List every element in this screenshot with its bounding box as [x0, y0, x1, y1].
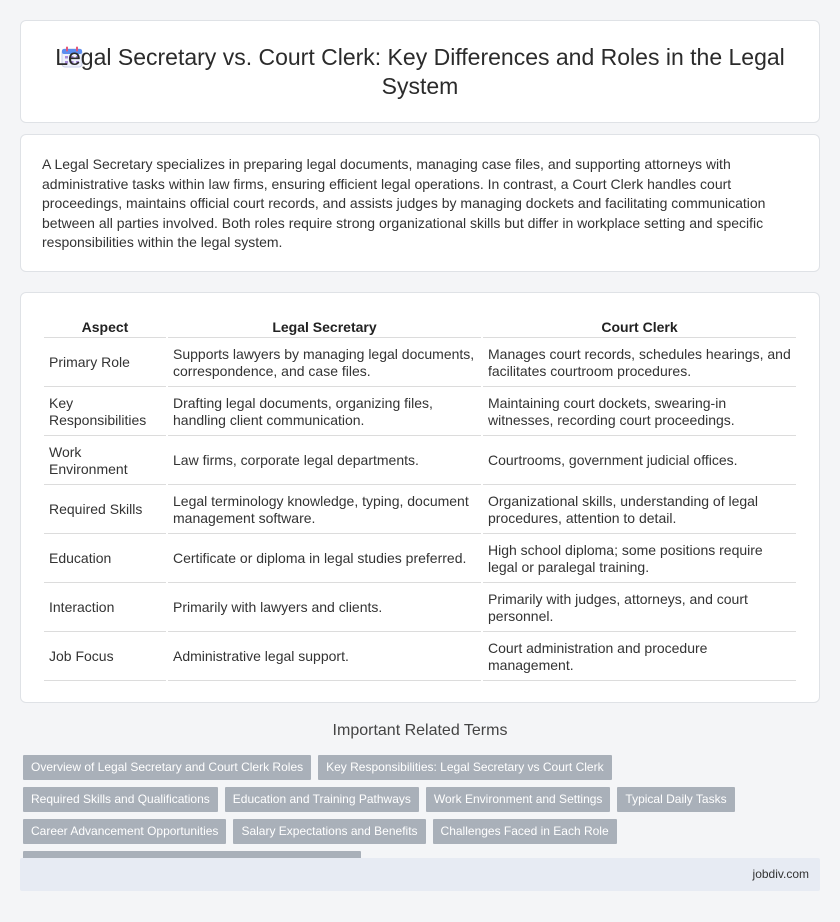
- court-clerk-cell: Organizational skills, understanding of legal procedures, attention to detail.: [483, 487, 796, 534]
- court-clerk-cell: Primarily with judges, attorneys, and court personnel.: [483, 585, 796, 632]
- aspect-cell: Primary Role: [44, 340, 166, 387]
- aspect-cell: Work Environment: [44, 438, 166, 485]
- related-term-link[interactable]: Required Skills and Qualifications: [23, 787, 218, 812]
- related-term-link[interactable]: Overview of Legal Secretary and Court Clerk Roles: [23, 755, 311, 780]
- related-terms-heading: Important Related Terms: [332, 722, 508, 739]
- court-clerk-cell: Court administration and procedure management.: [483, 634, 796, 681]
- footer-site-link[interactable]: jobdiv.com: [752, 867, 809, 881]
- table-row: [44, 487, 796, 534]
- table-row: [44, 536, 796, 583]
- legal-secretary-cell: Drafting legal documents, organizing files, handling client communication.: [168, 389, 481, 436]
- table-row: [44, 438, 796, 485]
- court-clerk-cell: Courtrooms, government judicial offices.: [483, 438, 796, 485]
- aspect-cell: Education: [44, 536, 166, 583]
- aspect-cell: Interaction: [44, 585, 166, 632]
- court-clerk-cell: High school diploma; some positions require legal or paralegal training.: [483, 536, 796, 583]
- legal-secretary-cell: Law firms, corporate legal departments.: [168, 438, 481, 485]
- aspect-cell: Required Skills: [44, 487, 166, 534]
- related-term-link[interactable]: Education and Training Pathways: [225, 787, 419, 812]
- intro-card: [20, 134, 820, 272]
- header-aspect: Aspect: [44, 316, 166, 338]
- header-court-clerk: Court Clerk: [483, 316, 796, 338]
- comparison-card: [20, 292, 820, 703]
- related-term-link[interactable]: Typical Daily Tasks: [617, 787, 734, 812]
- table-row: [44, 340, 796, 387]
- court-clerk-cell: Manages court records, schedules hearings, and facilitates courtroom procedures.: [483, 340, 796, 387]
- intro-text: A Legal Secretary specializes in preparing legal documents, managing case files, and supporting attorneys with administrative tasks within law firms, ensuring efficient legal operations. In contrast, a Court Clerk handles court proceedings, maintains official court records, and assists judges by managing dockets and facilitating communication between all parties involved. Both roles require strong organizational skills but differ in workplace setting and specific responsibilities within the legal system.: [42, 156, 766, 250]
- legal-secretary-cell: Primarily with lawyers and clients.: [168, 585, 481, 632]
- aspect-cell: Key Responsibilities: [44, 389, 166, 436]
- table-row: [44, 634, 796, 681]
- legal-secretary-cell: Legal terminology knowledge, typing, document management software.: [168, 487, 481, 534]
- legal-secretary-cell: Certificate or diploma in legal studies preferred.: [168, 536, 481, 583]
- table-row: [44, 585, 796, 632]
- aspect-cell: Job Focus: [44, 634, 166, 681]
- legal-secretary-cell: Administrative legal support.: [168, 634, 481, 681]
- related-term-link[interactable]: Career Advancement Opportunities: [23, 819, 226, 844]
- related-term-link[interactable]: Challenges Faced in Each Role: [433, 819, 617, 844]
- legal-secretary-cell: Supports lawyers by managing legal documents, correspondence, and case files.: [168, 340, 481, 387]
- page-title: Legal Secretary vs. Court Clerk: Key Differences and Roles in the Legal System: [55, 44, 785, 99]
- table-header-row: [44, 316, 796, 338]
- footer-bar: [20, 858, 820, 891]
- table-row: [44, 389, 796, 436]
- header-legal-secretary: Legal Secretary: [168, 316, 481, 338]
- title-card: [20, 20, 820, 123]
- comparison-table: [42, 314, 798, 683]
- related-term-link[interactable]: Work Environment and Settings: [426, 787, 611, 812]
- court-clerk-cell: Maintaining court dockets, swearing-in witnesses, recording court proceedings.: [483, 389, 796, 436]
- related-term-link[interactable]: Salary Expectations and Benefits: [233, 819, 425, 844]
- related-term-link[interactable]: Key Responsibilities: Legal Secretary vs Court Clerk: [318, 755, 611, 780]
